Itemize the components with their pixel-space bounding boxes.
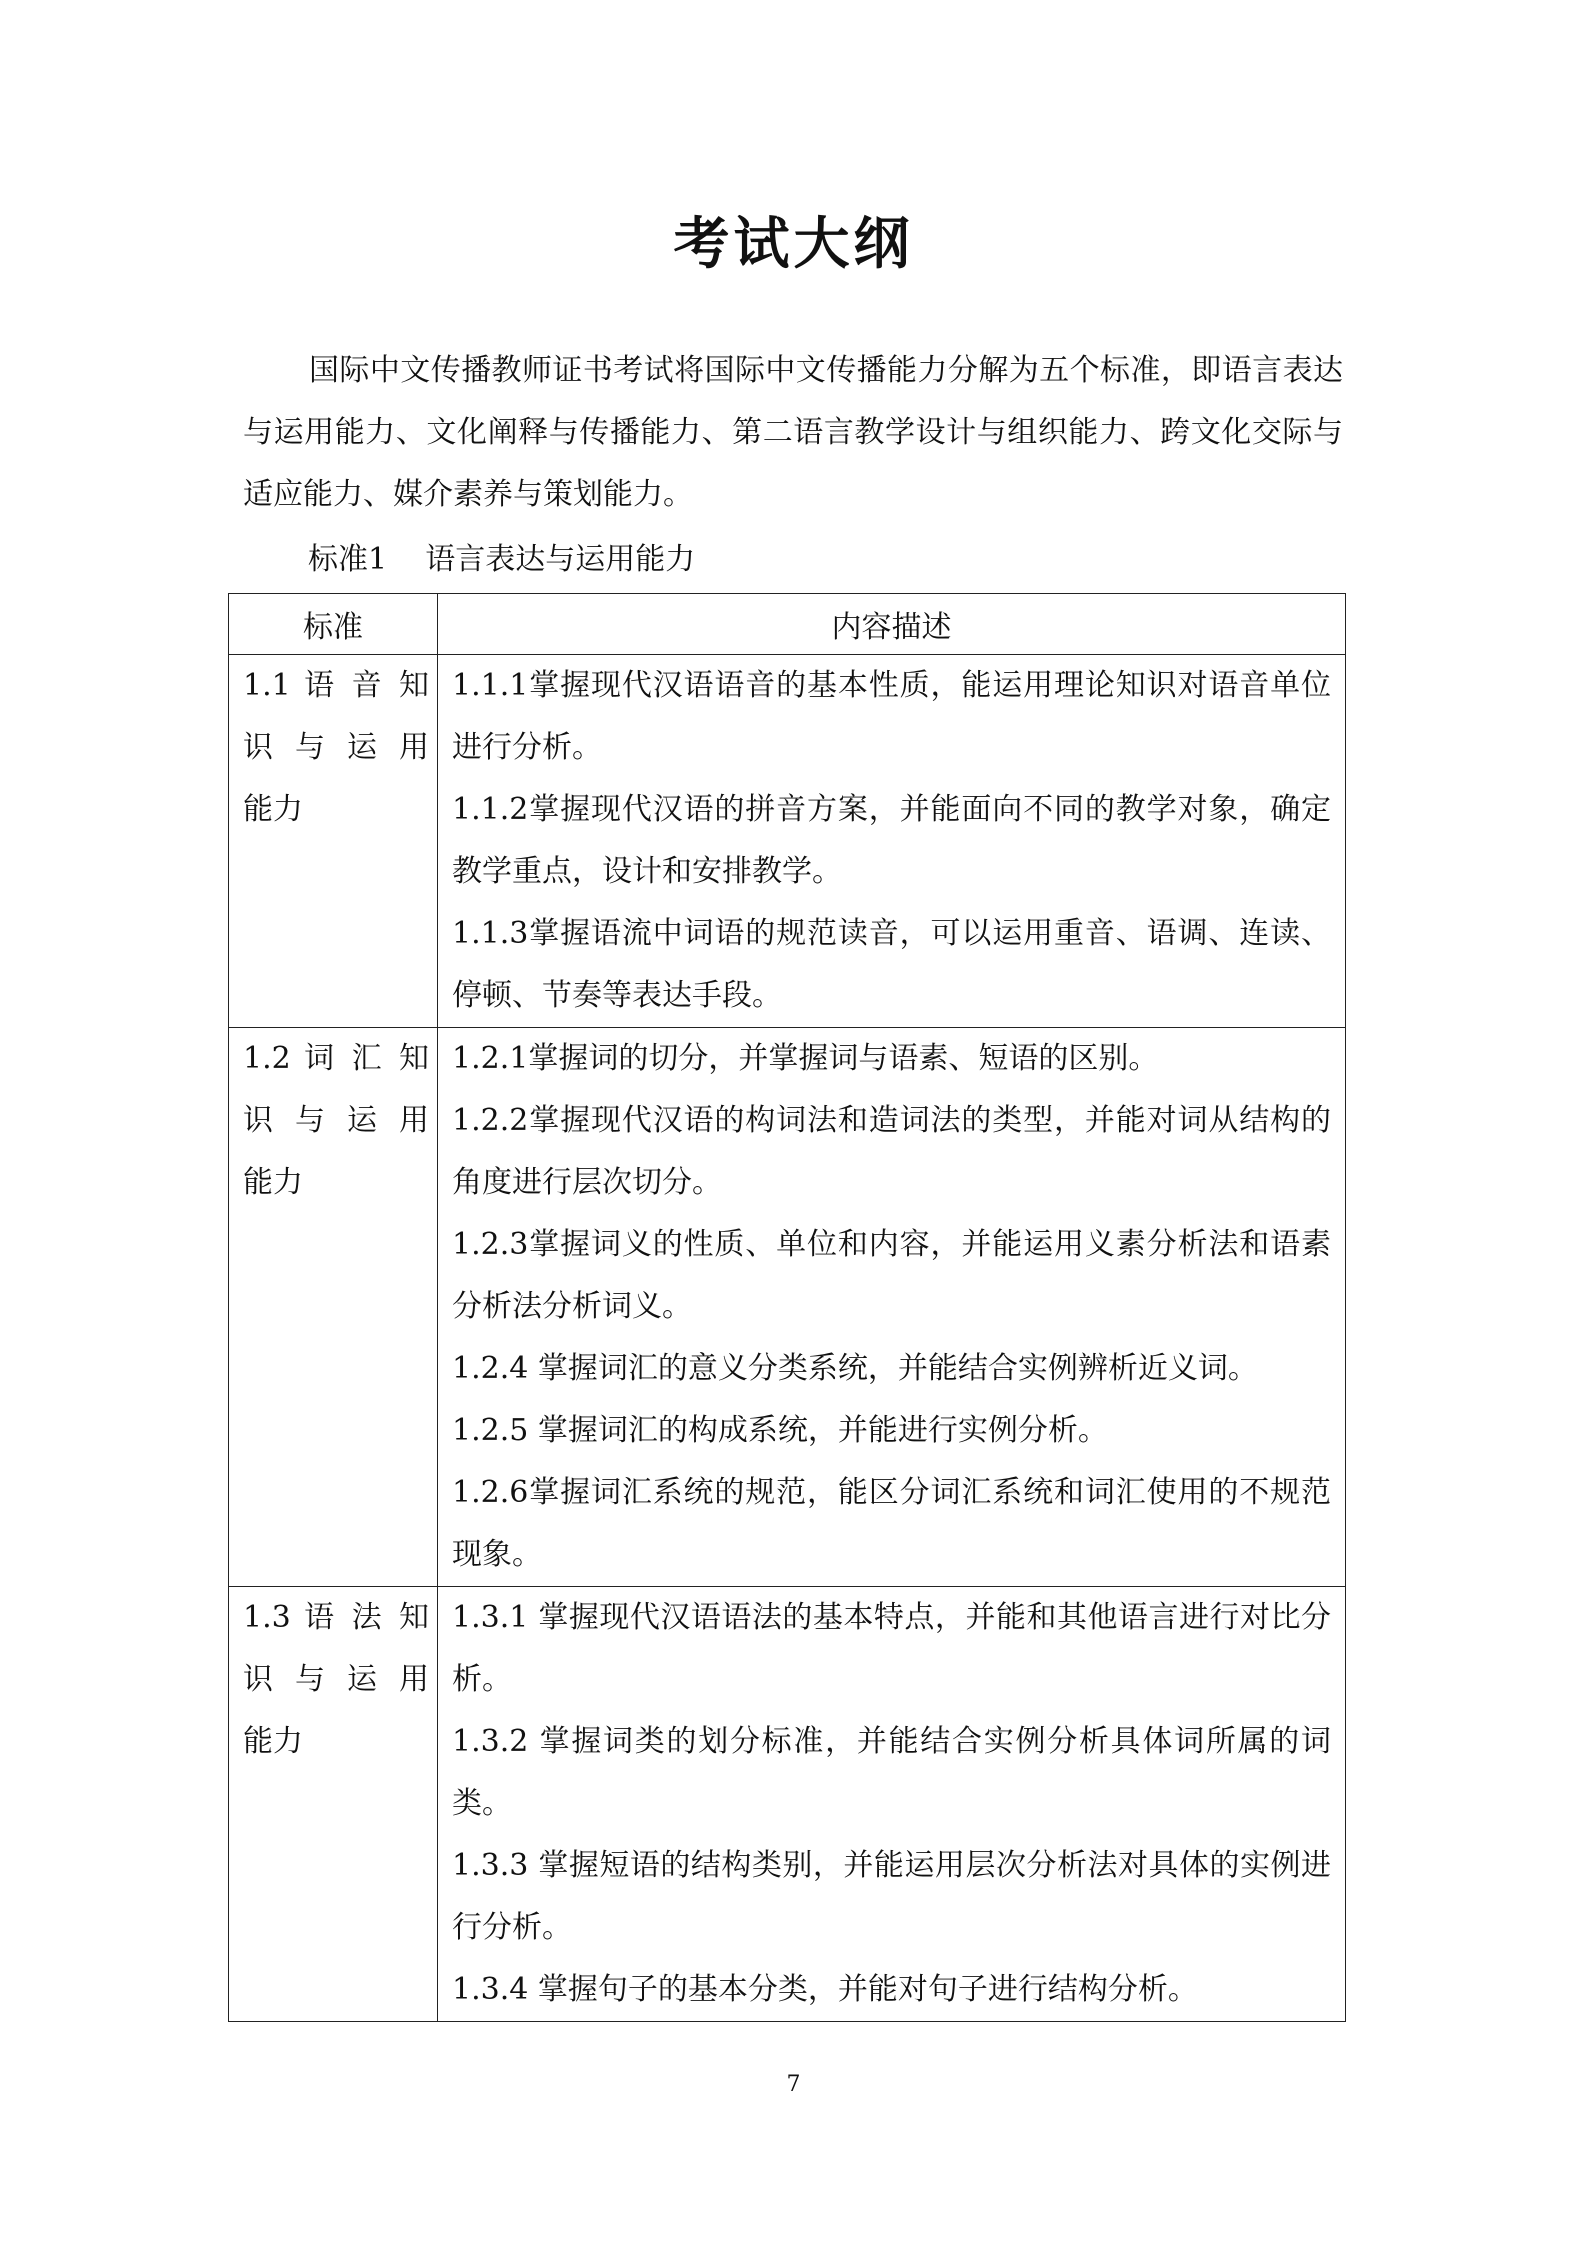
header-standard: 标准 xyxy=(229,594,438,655)
description-item: 1.2.5 掌握词汇的构成系统，并能进行实例分析。 xyxy=(452,1413,1108,1448)
standard-description xyxy=(438,1587,1346,2022)
header-description: 内容描述 xyxy=(438,594,1346,655)
description-item: 1.2.6掌握词汇系统的规范，能区分词汇系统和词汇使用的不规范现象。 xyxy=(452,1475,1331,1572)
table-row xyxy=(229,1587,1346,2022)
description-item: 1.3.3 掌握短语的结构类别，并能运用层次分析法对具体的实例进行分析。 xyxy=(452,1848,1331,1945)
page-number: 7 xyxy=(786,2072,801,2097)
standard-name-line: 识 与 运 用 xyxy=(243,1662,429,1697)
description-item: 1.3.4 掌握句子的基本分类，并能对句子进行结构分析。 xyxy=(452,1972,1198,2007)
standard-name-line: 能力 xyxy=(243,1165,303,1200)
table-header-row xyxy=(229,594,1346,655)
standard-caption: 标准1 语言表达与运用能力 xyxy=(308,542,696,577)
standard-name-line: 能力 xyxy=(243,1724,303,1759)
standard-description xyxy=(438,655,1346,1028)
description-item: 1.3.1 掌握现代汉语语法的基本特点，并能和其他语言进行对比分析。 xyxy=(452,1600,1331,1697)
standard-name-line: 识 与 运 用 xyxy=(243,1103,429,1138)
description-item: 1.2.4 掌握词汇的意义分类系统，并能结合实例辨析近义词。 xyxy=(452,1351,1258,1386)
description-item: 1.1.2掌握现代汉语的拼音方案，并能面向不同的教学对象，确定教学重点，设计和安排教学。 xyxy=(452,792,1331,889)
description-item: 1.2.1掌握词的切分，并掌握词与语素、短语的区别。 xyxy=(452,1041,1159,1076)
table-row xyxy=(229,655,1346,1028)
table-row xyxy=(229,1028,1346,1587)
page-title: 考试大纲 xyxy=(673,212,914,277)
outline-table xyxy=(228,593,1346,2022)
standard-name xyxy=(229,655,438,1028)
standard-name-line: 1.1 语 音 知 xyxy=(243,668,429,703)
description-item: 1.2.3掌握词义的性质、单位和内容，并能运用义素分析法和语素分析法分析词义。 xyxy=(452,1227,1331,1324)
standard-name-line: 能力 xyxy=(243,792,303,827)
standard-name xyxy=(229,1587,438,2022)
intro-paragraph: 国际中文传播教师证书考试将国际中文传播能力分解为五个标准，即语言表达与运用能力、文化阐释与传播能力、第二语言教学设计与组织能力、跨文化交际与适应能力、媒介素养与策划能力。 xyxy=(243,353,1343,512)
description-item: 1.3.2 掌握词类的划分标准，并能结合实例分析具体词所属的词类。 xyxy=(452,1724,1331,1821)
description-item: 1.1.3掌握语流中词语的规范读音，可以运用重音、语调、连读、停顿、节奏等表达手段。 xyxy=(452,916,1331,1013)
standard-name-line: 识 与 运 用 xyxy=(243,730,429,765)
standard-name-line: 1.2 词 汇 知 xyxy=(243,1041,429,1076)
description-item: 1.1.1掌握现代汉语语音的基本性质，能运用理论知识对语音单位进行分析。 xyxy=(452,668,1331,765)
standard-name-line: 1.3 语 法 知 xyxy=(243,1600,429,1635)
standard-name xyxy=(229,1028,438,1587)
standard-description xyxy=(438,1028,1346,1587)
description-item: 1.2.2掌握现代汉语的构词法和造词法的类型，并能对词从结构的角度进行层次切分。 xyxy=(452,1103,1331,1200)
